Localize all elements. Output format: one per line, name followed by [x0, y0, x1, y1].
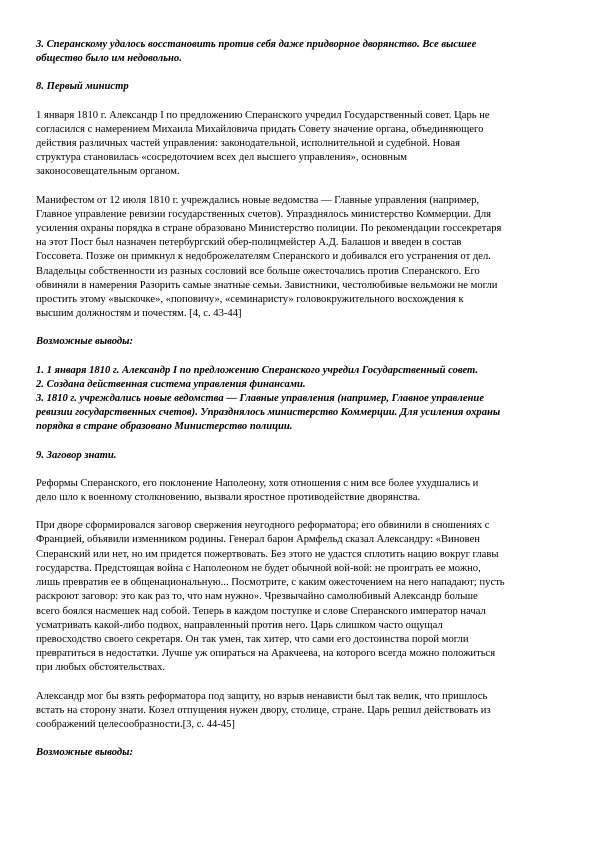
text-line: лишь превратив ее в общенациональную... Посмотрите, с каким ожесточением на него нападают; пусть — [36, 577, 505, 589]
text-line: Владельцы собственности из разных сословий все больше ожесточались против Сперанского. Его — [36, 265, 480, 277]
text-line: Главное управление ревизии государственных счетов). Упразднялось министерство Коммерции. Для — [36, 208, 492, 220]
document-page — [36, 38, 559, 760]
text-line: высшим должностям и почестям. [4, с. 43-44] — [36, 308, 242, 320]
text-line: соображений целесообразности.[3, с. 44-45] — [36, 718, 235, 730]
text-line: Манифестом от 12 июля 1810 г. учреждались новые ведомства — Главные управления (например, — [36, 194, 480, 206]
section-8-conclusions-heading: Возможные выводы: — [36, 336, 134, 348]
text-line: согласился с намерением Михаила Михайловича придать Совету значение органа, объединяющего — [36, 123, 484, 135]
text-line: порядка в стране образовано Министерство полиции. — [36, 421, 293, 433]
section-8-paragraph-2 — [36, 194, 559, 322]
text-line: государства. Предстоящая война с Наполеоном не будет обычной вой-вой: не проиграть ее можно, — [36, 562, 481, 574]
text-line: ревизии государственных счетов). Упразднялось министерство Коммерции. Для усиления охраны — [36, 407, 501, 419]
section-8-heading: 8. Первый министр — [36, 81, 129, 93]
text-line: Госсовета. Позже он примкнул к недоброжелателям Сперанского и добивался его устранения от дел. — [36, 251, 491, 263]
text-line: Александр мог бы взять реформатора под защиту, но взрыв ненависти был так велик, что пришлось — [36, 690, 488, 702]
text-line: обвиняли в намерения Разорить самые знатные семьи. Завистники, честолюбивые вельможи не могли — [36, 279, 498, 291]
text-line: усиления охраны порядка в стране образовано Министерство полиции. По рекомендации госсекретаря — [36, 223, 502, 235]
text-line: При дворе сформировался заговор свержения неугодного реформатора; его обвинили в сношениях с — [36, 520, 490, 532]
text-line: Сперанский или нет, но им придется пожертвовать. Без этого не удастся сплотить нацию вокруг главы — [36, 548, 499, 560]
text-line: дело шло к военному столкновению, вызвали яростное противодействие дворянства. — [36, 492, 421, 504]
text-line: превратиться в недостатки. Лучше уж опираться на Аракчеева, на которого всегда можно положиться — [36, 648, 496, 660]
previous-conclusions — [36, 38, 559, 66]
text-line: усматривать какой-либо подвох, направленный против него. Царь слишком часто ощущал — [36, 619, 443, 631]
text-line: 3. 1810 г. учреждались новые ведомства — Главные управления (например, Главное управление — [36, 393, 485, 405]
text-line: 3. Сперанскому удалось восстановить против себя даже придворное дворянство. Все высшее — [36, 39, 477, 50]
section-9-paragraph-1 — [36, 477, 559, 505]
section-9-paragraph-3 — [36, 690, 559, 733]
text-line: 2. Создана действенная система управления финансами. — [36, 378, 306, 390]
text-line: структура становилась «сосредоточием всех дел высшего управления», основным — [36, 152, 407, 164]
text-line: 1 января 1810 г. Александр I по предложению Сперанского учредил Государственный совет. Царь не — [36, 109, 490, 121]
text-line: простить этому «выскочке», «поповичу», «семинаристу» головокружительного восхождения к — [36, 294, 464, 306]
text-line: раскроют заговор: это как раз то, что нам нужно». Чрезвычайно самолюбивый Александр больше — [36, 591, 478, 603]
text-line: Реформы Сперанского, его поклонение Наполеону, хотя отношения с ним все более ухудшались и — [36, 477, 479, 489]
text-line: при любых обстоятельствах. — [36, 662, 166, 674]
text-line: всего боялся насмешек над собой. Теперь в каждом поступке и слове Сперанского император начал — [36, 605, 486, 617]
text-line: превосходство своего секретаря. Он так умен, так хитер, что сами его достоинства порой могли — [36, 633, 469, 645]
text-line: встать на сторону знати. Козел отпущения нужен двору, столице, стране. Царь решил действовать из — [36, 704, 491, 716]
text-line: 1. 1 января 1810 г. Александр I по предложению Сперанского учредил Государственный совет. — [36, 364, 479, 376]
text-line: общество было им недовольно. — [36, 53, 182, 65]
text-line: на этот Пост был назначен петербургский обер-полицмейстер А.Д. Балашов и введен в состав — [36, 237, 462, 249]
section-9-paragraph-2 — [36, 519, 559, 675]
text-line: действия различных частей управления: законодательной, исполнительной и судебной. Новая — [36, 138, 461, 150]
section-8-paragraph-1 — [36, 109, 559, 180]
text-line: законосовещательным органом. — [36, 166, 180, 178]
section-9-conclusions-heading: Возможные выводы: — [36, 747, 134, 759]
section-9-heading: 9. Заговор знати. — [36, 449, 117, 461]
section-8-conclusions — [36, 364, 559, 435]
text-line: Францией, объявили изменником родины. Генерал барон Армфельд сказал Александру: «Виновен — [36, 534, 480, 546]
